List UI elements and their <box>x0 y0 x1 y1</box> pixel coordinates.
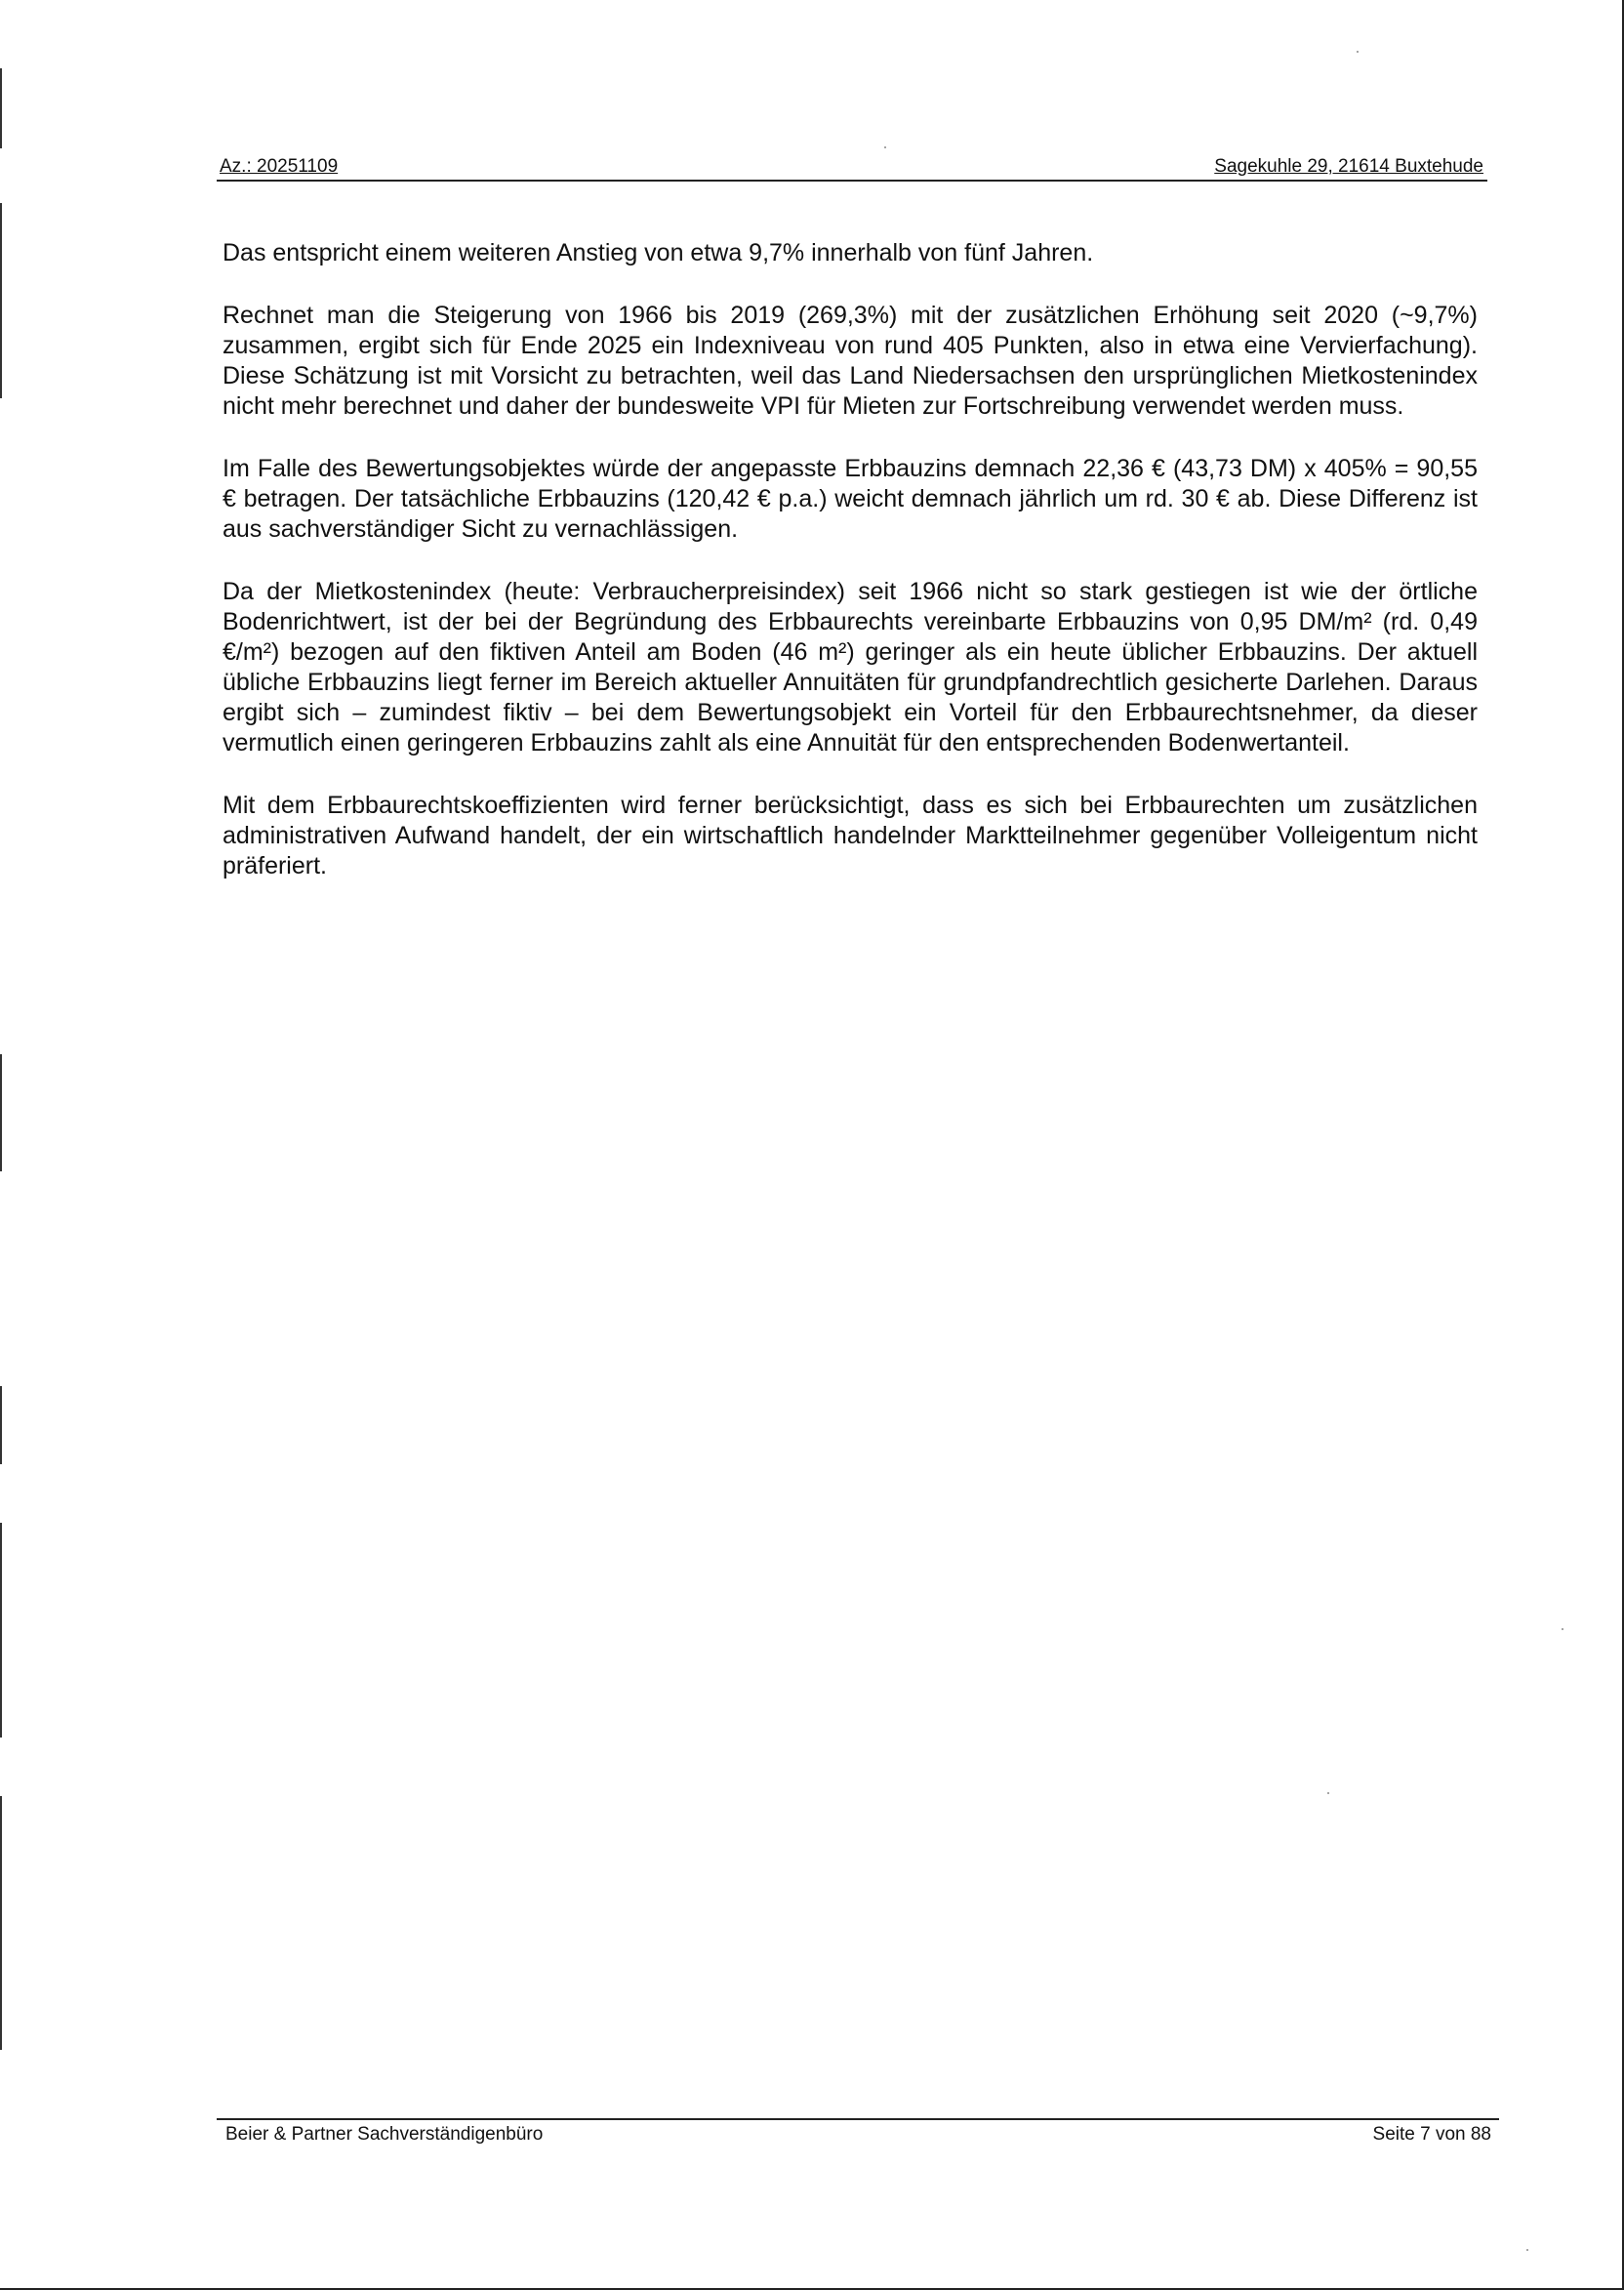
scan-edge-mark <box>0 1054 2 1171</box>
paragraph: Mit dem Erbbaurechtskoeffizienten wird ferner berücksichtigt, dass es sich bei Erbbaurechten um zusätzlichen administrativen Aufwand handelt, der ein wirtschaftlich handelnder Marktteilnehmer gegenüber Volleigentum nicht präferiert. <box>223 792 1478 879</box>
file-reference: Az.: 20251109 <box>220 156 339 177</box>
scan-speck <box>1327 1792 1329 1794</box>
page-number: Seite 7 von 88 <box>1372 2124 1491 2145</box>
paragraph: Da der Mietkostenindex (heute: Verbraucherpreisindex) seit 1966 nicht so stark gestiegen ist wie der örtliche Bodenrichtwert, ist der bei der Begründung des Erbbaurechts vereinbarte Erbbauzins von 0,95 DM/m² (rd. 0,49 €/m²) bezogen auf den fiktiven Anteil am Boden (46 m²) geringer als ein heute üblicher Erbbauzins. Der aktuell übliche Erbbauzins liegt ferner im Bereich aktueller Annuitäten für grundpfandrechtlich gesicherte Darlehen. Daraus ergibt sich – zumindest fiktiv – bei dem Bewertungsobjekt ein Vorteil für den Erbbaurechtsnehmer, da dieser vermutlich einen geringeren Erbbauzins zahlt als eine Annuität für den entsprechenden Bodenwertanteil. <box>223 578 1478 757</box>
scan-speck <box>884 146 886 148</box>
document-body <box>223 238 1478 914</box>
scan-speck <box>1357 51 1359 53</box>
scan-edge-mark <box>0 203 2 398</box>
page-header <box>217 154 1487 182</box>
scan-speck <box>1526 2249 1528 2251</box>
scan-speck <box>1562 1628 1563 1630</box>
scan-edge-mark <box>0 1523 2 1738</box>
company-name: Beier & Partner Sachverständigenbüro <box>225 2124 544 2145</box>
paragraph: Das entspricht einem weiteren Anstieg von etwa 9,7% innerhalb von fünf Jahren. <box>223 239 1094 266</box>
scan-edge-mark <box>0 1386 2 1464</box>
property-address: Sagekuhle 29, 21614 Buxtehude <box>1214 156 1483 177</box>
page-footer <box>217 2118 1499 2146</box>
paragraph: Im Falle des Bewertungsobjektes würde der angepasste Erbbauzins demnach 22,36 € (43,73 DM) x 405% = 90,55 € betragen. Der tatsächliche Erbbauzins (120,42 € p.a.) weicht demnach jährlich um rd. 30 € ab. Diese Differenz ist aus sachverständiger Sicht zu vernachlässigen. <box>223 455 1478 543</box>
scan-edge-mark <box>0 1796 2 2050</box>
paragraph: Rechnet man die Steigerung von 1966 bis 2019 (269,3%) mit der zusätzlichen Erhöhung seit 2020 (~9,7%) zusammen, ergibt sich für Ende 2025 ein Indexniveau von rund 405 Punkten, also in etwa eine Vervierfachung). Diese Schätzung ist mit Vorsicht zu betrachten, weil das Land Niedersachsen den ursprünglichen Mietkostenindex nicht mehr berechnet und daher der bundesweite VPI für Mieten zur Fortschreibung verwendet werden muss. <box>223 302 1478 420</box>
scan-edge-mark <box>0 68 2 148</box>
